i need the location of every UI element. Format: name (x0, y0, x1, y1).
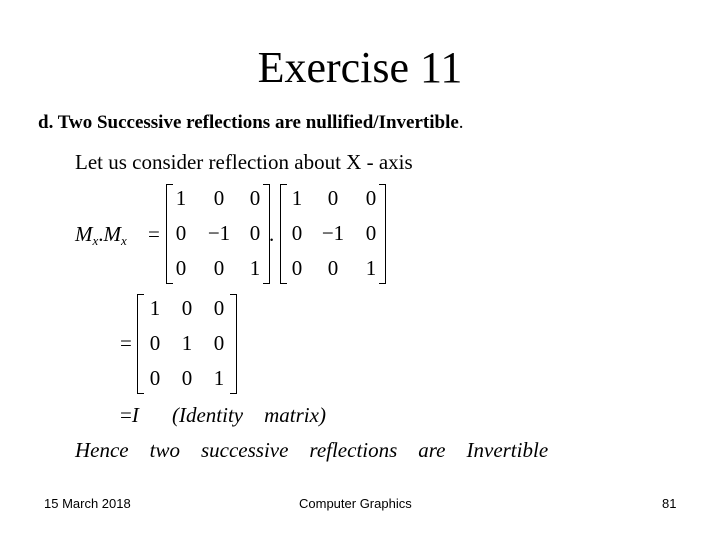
result-equals: = (120, 331, 132, 355)
lhs-m2: M (103, 222, 122, 246)
lhs-sub2: x (121, 233, 127, 248)
matrix-cell: 1 (213, 366, 225, 390)
matrix-cell: −1 (207, 221, 231, 245)
matrix-result (137, 294, 237, 394)
matrix-cell: 0 (249, 221, 261, 245)
matrix-cell: 0 (291, 256, 303, 280)
footer-course: Computer Graphics (299, 496, 412, 511)
conclusion-line: Hence two successive reflections are Invertible (75, 438, 549, 462)
lhs-m1: M (75, 222, 93, 246)
matrix-cell: 1 (365, 256, 377, 280)
identity-symbol: I (131, 403, 139, 427)
identity-equals: = (120, 403, 132, 427)
matrix-cell: −1 (321, 221, 345, 245)
matrix-cell: 0 (213, 256, 225, 280)
footer-page: 81 (662, 496, 677, 511)
matrix-cell: 0 (149, 366, 161, 390)
matrix-cell: 0 (213, 186, 225, 210)
matrix-cell: 0 (327, 256, 339, 280)
matrix-cell: 1 (181, 331, 193, 355)
identity-line (120, 403, 139, 428)
matrix-cell: 0 (213, 296, 225, 320)
identity-note: (Identity matrix) (172, 403, 326, 427)
matrix-cell: 1 (175, 186, 187, 210)
matrix-b (280, 184, 386, 284)
slide-title: Exercise 11 (257, 43, 463, 92)
matrix-cell: 0 (327, 186, 339, 210)
matrix-cell: 0 (149, 331, 161, 355)
matrix-cell: 1 (249, 256, 261, 280)
matrix-cell: 1 (149, 296, 161, 320)
slide-subtitle (38, 112, 464, 134)
footer-date: 15 March 2018 (44, 496, 131, 511)
matrix-cell: 0 (365, 221, 377, 245)
matrix-cell: 1 (291, 186, 303, 210)
matrix-cell: 0 (181, 366, 193, 390)
lhs-equals: = (148, 222, 160, 246)
intro-line: Let us consider reflection about X - axis (75, 150, 413, 174)
matrix-cell: 0 (291, 221, 303, 245)
matrix-cell: 0 (365, 186, 377, 210)
matrix-cell: 0 (175, 221, 187, 245)
matrix-cell: 0 (249, 186, 261, 210)
matrix-a (166, 184, 270, 284)
matrix-cell: 0 (181, 296, 193, 320)
subtitle-text: d. Two Successive reflections are nullified/Invertible (38, 112, 459, 133)
lhs-dot: . (98, 222, 104, 246)
subtitle-period: . (458, 112, 464, 133)
matrix-cell: 0 (175, 256, 187, 280)
lhs-sub1: x (92, 233, 99, 248)
matrix-cell: 0 (213, 331, 225, 355)
lhs-expression (75, 222, 127, 249)
product-dot: . (269, 222, 275, 246)
